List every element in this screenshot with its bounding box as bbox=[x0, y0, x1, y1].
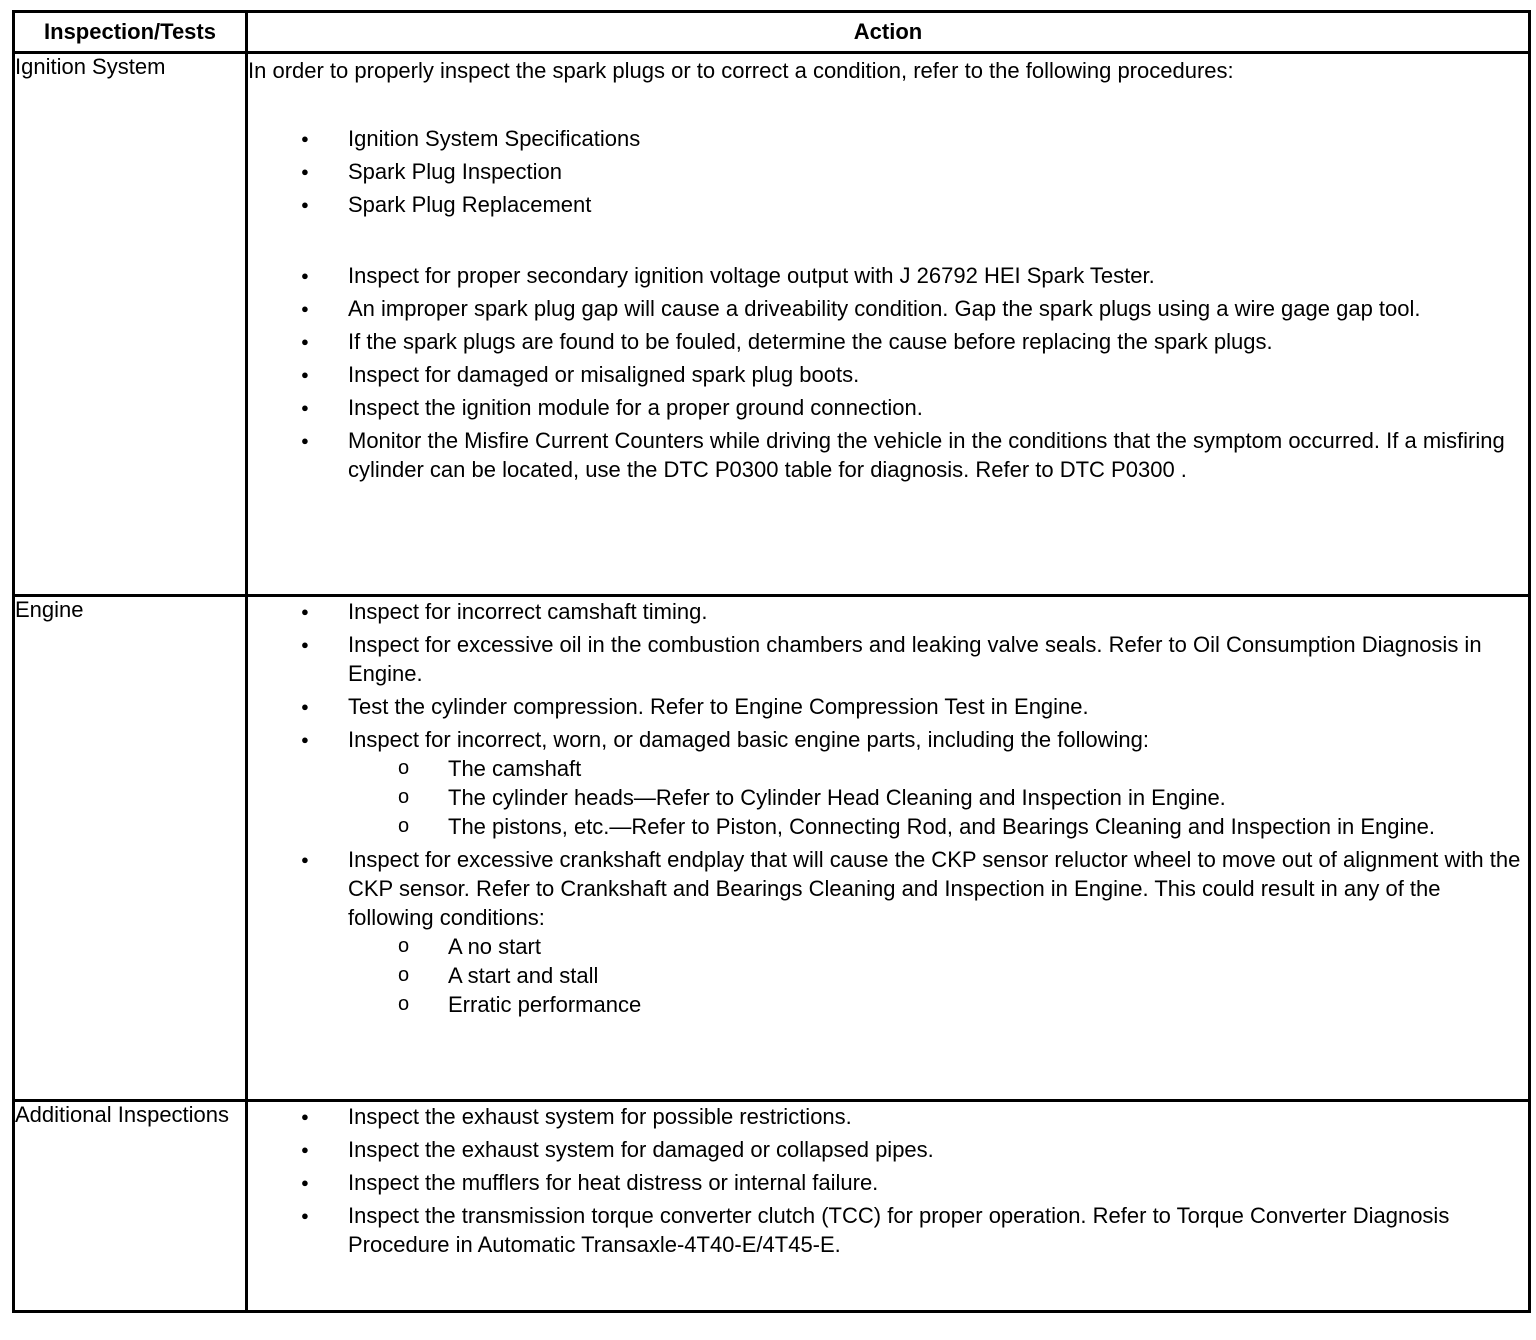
table-row bbox=[14, 53, 1530, 596]
sub-list-item: o The pistons, etc.—Refer to Piston, Connecting Rod, and Bearings Cleaning and Inspection in Engine. bbox=[348, 812, 1528, 841]
list-item-text: Inspect for excessive crankshaft endplay that will cause the CKP sensor reluctor wheel to move out of alignment with the CKP sensor. Refer to Crankshaft and Bearings Cleaning and Inspection in Engine. This could result in any of the following conditions: bbox=[348, 847, 1521, 930]
list-item: ● Inspect for excessive oil in the combustion chambers and leaking valve seals. Refer to Oil Consumption Diagnosis in Engine. bbox=[248, 630, 1528, 688]
diagnosis-table bbox=[12, 10, 1531, 1313]
list-item: ● Inspect the exhaust system for damaged or collapsed pipes. bbox=[248, 1135, 1528, 1164]
sub-list-item: o A no start bbox=[348, 932, 1528, 961]
list-item: ● Inspect the transmission torque converter clutch (TCC) for proper operation. Refer to Torque Converter Diagnosis Procedure in Automatic Transaxle-4T40-E/4T45-E. bbox=[248, 1201, 1528, 1259]
list-item: ● Test the cylinder compression. Refer to Engine Compression Test in Engine. bbox=[248, 692, 1528, 721]
list-item bbox=[248, 725, 1528, 841]
engine-checks-list bbox=[248, 597, 1528, 1019]
row-label-ignition-system: Ignition System bbox=[14, 53, 247, 596]
table-row bbox=[14, 596, 1530, 1101]
list-item: ● Inspect for proper secondary ignition voltage output with J 26792 HEI Spark Tester. bbox=[248, 261, 1528, 290]
additional-checks-list bbox=[248, 1102, 1528, 1259]
row-label-engine: Engine bbox=[14, 596, 247, 1101]
list-item bbox=[248, 845, 1528, 1019]
list-item: ● Inspect for incorrect camshaft timing. bbox=[248, 597, 1528, 626]
sub-list-item: o A start and stall bbox=[348, 961, 1528, 990]
list-item: ● If the spark plugs are found to be fouled, determine the cause before replacing the spark plugs. bbox=[248, 327, 1528, 356]
header-action: Action bbox=[247, 12, 1530, 53]
action-cell-ignition-system bbox=[247, 53, 1530, 596]
spacer bbox=[248, 84, 1528, 124]
list-item: ● Inspect the ignition module for a proper ground connection. bbox=[248, 393, 1528, 422]
row-label-additional-inspections: Additional Inspections bbox=[14, 1101, 247, 1312]
action-cell-additional-inspections bbox=[247, 1101, 1530, 1312]
spacer bbox=[248, 223, 1528, 261]
intro-text: In order to properly inspect the spark plugs or to correct a condition, refer to the following procedures: bbox=[248, 58, 1234, 83]
list-item: ● Spark Plug Replacement bbox=[248, 190, 1528, 219]
sub-list-conditions bbox=[348, 932, 1528, 1019]
procedure-list bbox=[248, 124, 1528, 219]
ignition-checks-list bbox=[248, 261, 1528, 484]
list-item: ● An improper spark plug gap will cause a driveability condition. Gap the spark plugs using a wire gage gap tool. bbox=[248, 294, 1528, 323]
table-row bbox=[14, 1101, 1530, 1312]
list-item: ● Inspect the exhaust system for possible restrictions. bbox=[248, 1102, 1528, 1131]
table-header-row bbox=[14, 12, 1530, 53]
sub-list-item: o The camshaft bbox=[348, 754, 1528, 783]
sub-list-item: o Erratic performance bbox=[348, 990, 1528, 1019]
list-item: ● Inspect the mufflers for heat distress or internal failure. bbox=[248, 1168, 1528, 1197]
list-item: ● Inspect for damaged or misaligned spark plug boots. bbox=[248, 360, 1528, 389]
list-item-text: Inspect for incorrect, worn, or damaged basic engine parts, including the following: bbox=[348, 727, 1149, 752]
sub-list-item: o The cylinder heads—Refer to Cylinder Head Cleaning and Inspection in Engine. bbox=[348, 783, 1528, 812]
action-cell-engine bbox=[247, 596, 1530, 1101]
list-item: ● Spark Plug Inspection bbox=[248, 157, 1528, 186]
list-item: ● Ignition System Specifications bbox=[248, 124, 1528, 153]
sub-list-engine-parts bbox=[348, 754, 1528, 841]
list-item: ● Monitor the Misfire Current Counters while driving the vehicle in the conditions that the symptom occurred. If a misfiring cylinder can be located, use the DTC P0300 table for diagnosis. Refer to DTC P0300 . bbox=[248, 426, 1528, 484]
header-inspection-tests: Inspection/Tests bbox=[14, 12, 247, 53]
